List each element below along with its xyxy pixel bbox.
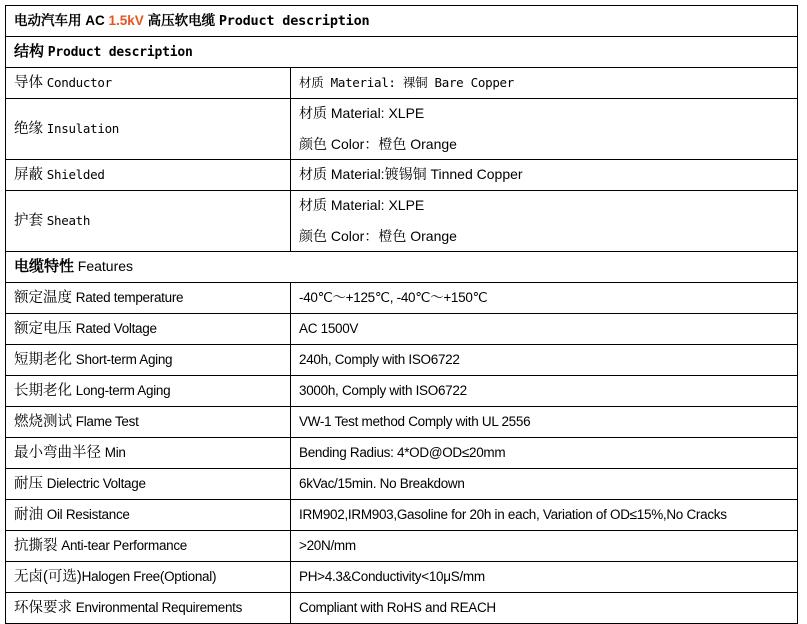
table-row-section-features xyxy=(6,252,798,283)
row-value-rated-voltage-text: AC 1500V xyxy=(299,320,359,336)
row-label-oil-resistance-en: Oil Resistance xyxy=(46,506,130,522)
row-value-flame-test xyxy=(291,407,798,438)
row-value-flame-test-text: VW-1 Test method Comply with UL 2556 xyxy=(299,413,531,429)
row-value-rated-voltage xyxy=(291,314,798,345)
row-label-oil-resistance xyxy=(6,500,291,531)
row-label-short-term-aging-cn: 短期老化 xyxy=(14,351,72,368)
table-row-title xyxy=(6,6,798,37)
row-value-sheath xyxy=(291,191,798,252)
row-label-environmental-requirements xyxy=(6,593,291,624)
table-row xyxy=(6,593,798,624)
row-label-conductor xyxy=(6,68,291,99)
row-value-min-bending-radius-text: Bending Radius: 4*OD@OD≤20mm xyxy=(299,444,506,460)
table-row xyxy=(6,469,798,500)
row-label-rated-temperature-cn: 额定温度 xyxy=(14,289,72,306)
row-value-sheath-material: 材质 Material: XLPE xyxy=(299,196,425,213)
table-row xyxy=(6,68,798,99)
row-value-halogen-free-text: PH>4.3&Conductivity<10μS/mm xyxy=(299,568,485,584)
section-header-structure xyxy=(6,37,798,68)
row-label-sheath xyxy=(6,191,291,252)
table-row-section-structure xyxy=(6,37,798,68)
table-row xyxy=(6,500,798,531)
row-label-min-bending-radius-en: Min xyxy=(104,444,126,460)
row-label-min-bending-radius-cn: 最小弯曲半径 xyxy=(14,444,101,461)
page-title-en: Product description xyxy=(218,12,370,29)
row-label-rated-voltage xyxy=(6,314,291,345)
table-row xyxy=(6,314,798,345)
row-label-flame-test xyxy=(6,407,291,438)
table-body xyxy=(6,6,798,624)
row-label-shielded-cn: 屏蔽 xyxy=(14,166,43,183)
page-title-voltage: 1.5kV xyxy=(108,12,144,28)
row-label-short-term-aging-en: Short-term Aging xyxy=(75,351,173,367)
row-label-anti-tear-en: Anti-tear Performance xyxy=(61,537,188,553)
row-value-sheath-color: 颜色 Color：橙色 Orange xyxy=(299,228,457,244)
row-value-dielectric-voltage xyxy=(291,469,798,500)
section-header-features-en: Features xyxy=(77,257,134,274)
table-row xyxy=(6,531,798,562)
row-label-shielded-en: Shielded xyxy=(46,166,105,182)
row-label-anti-tear xyxy=(6,531,291,562)
row-value-insulation xyxy=(291,99,798,160)
row-value-dielectric-voltage-text: 6kVac/15min. No Breakdown xyxy=(299,475,465,491)
table-row xyxy=(6,191,798,252)
row-label-insulation xyxy=(6,99,291,160)
row-label-conductor-cn: 导体 xyxy=(14,74,43,91)
row-value-environmental-requirements-text: Compliant with RoHS and REACH xyxy=(299,599,496,615)
row-label-anti-tear-cn: 抗撕裂 xyxy=(14,537,58,554)
row-label-halogen-free-cn: 无卤(可选) xyxy=(14,568,82,585)
row-label-halogen-free-en: Halogen Free(Optional) xyxy=(81,568,217,584)
section-header-features-cn: 电缆特性 xyxy=(14,257,75,275)
row-label-sheath-cn: 护套 xyxy=(14,212,43,229)
row-label-shielded xyxy=(6,160,291,191)
page-title-cn2: 高压软电缆 xyxy=(147,12,216,28)
row-label-environmental-requirements-cn: 环保要求 xyxy=(14,599,72,616)
row-label-dielectric-voltage-cn: 耐压 xyxy=(14,475,43,492)
row-value-oil-resistance-text: IRM902,IRM903,Gasoline for 20h in each, Variation of OD≤15%,No Cracks xyxy=(299,506,727,522)
row-label-rated-voltage-en: Rated Voltage xyxy=(75,320,157,336)
specification-table xyxy=(5,5,798,624)
row-label-sheath-en: Sheath xyxy=(46,212,91,228)
table-row xyxy=(6,376,798,407)
row-label-halogen-free xyxy=(6,562,291,593)
row-value-anti-tear xyxy=(291,531,798,562)
row-value-conductor xyxy=(291,68,798,99)
row-label-insulation-cn: 绝缘 xyxy=(14,120,43,137)
row-label-short-term-aging xyxy=(6,345,291,376)
row-value-long-term-aging-text: 3000h, Comply with ISO6722 xyxy=(299,382,467,398)
page-title-ac-label: AC xyxy=(85,12,105,28)
row-value-rated-temperature-text: -40℃～+125℃, -40℃～+150℃ xyxy=(299,289,488,305)
section-header-structure-cn: 结构 xyxy=(14,42,45,60)
row-value-halogen-free xyxy=(291,562,798,593)
row-value-oil-resistance xyxy=(291,500,798,531)
row-label-flame-test-en: Flame Test xyxy=(75,413,139,429)
section-header-features xyxy=(6,252,798,283)
row-label-rated-voltage-cn: 额定电压 xyxy=(14,320,72,337)
row-value-conductor-text: 材质 Material: 裸铜 Bare Copper xyxy=(299,74,514,90)
row-value-long-term-aging xyxy=(291,376,798,407)
row-value-insulation-material: 材质 Material: XLPE xyxy=(299,104,425,121)
row-value-short-term-aging xyxy=(291,345,798,376)
row-label-insulation-en: Insulation xyxy=(46,120,120,136)
table-row xyxy=(6,283,798,314)
document-title-cell xyxy=(6,6,798,37)
row-label-dielectric-voltage-en: Dielectric Voltage xyxy=(46,475,146,491)
page-title-cn: 电动汽车用 xyxy=(14,12,82,28)
table-row xyxy=(6,407,798,438)
row-value-short-term-aging-text: 240h, Comply with ISO6722 xyxy=(299,351,460,367)
table-row xyxy=(6,160,798,191)
table-row xyxy=(6,562,798,593)
row-value-environmental-requirements xyxy=(291,593,798,624)
row-value-rated-temperature xyxy=(291,283,798,314)
table-row xyxy=(6,345,798,376)
row-label-long-term-aging-cn: 长期老化 xyxy=(14,382,72,399)
value-line-group xyxy=(299,99,789,159)
row-label-dielectric-voltage xyxy=(6,469,291,500)
row-value-insulation-color: 颜色 Color：橙色 Orange xyxy=(299,136,457,152)
row-value-min-bending-radius xyxy=(291,438,798,469)
row-label-conductor-en: Conductor xyxy=(46,74,112,90)
row-label-rated-temperature-en: Rated temperature xyxy=(75,289,184,305)
table-row xyxy=(6,438,798,469)
row-label-long-term-aging xyxy=(6,376,291,407)
value-line-group xyxy=(299,191,789,251)
row-label-long-term-aging-en: Long-term Aging xyxy=(75,382,171,398)
row-label-flame-test-cn: 燃烧测试 xyxy=(14,413,72,430)
row-label-rated-temperature xyxy=(6,283,291,314)
row-label-min-bending-radius xyxy=(6,438,291,469)
row-value-anti-tear-text: >20N/mm xyxy=(299,537,356,553)
row-label-environmental-requirements-en: Environmental Requirements xyxy=(75,599,243,615)
table-row xyxy=(6,99,798,160)
section-header-structure-en: Product description xyxy=(47,44,193,60)
row-label-oil-resistance-cn: 耐油 xyxy=(14,506,43,523)
row-value-shielded-text: 材质 Material:镀锡铜 Tinned Copper xyxy=(299,166,523,183)
row-value-shielded xyxy=(291,160,798,191)
